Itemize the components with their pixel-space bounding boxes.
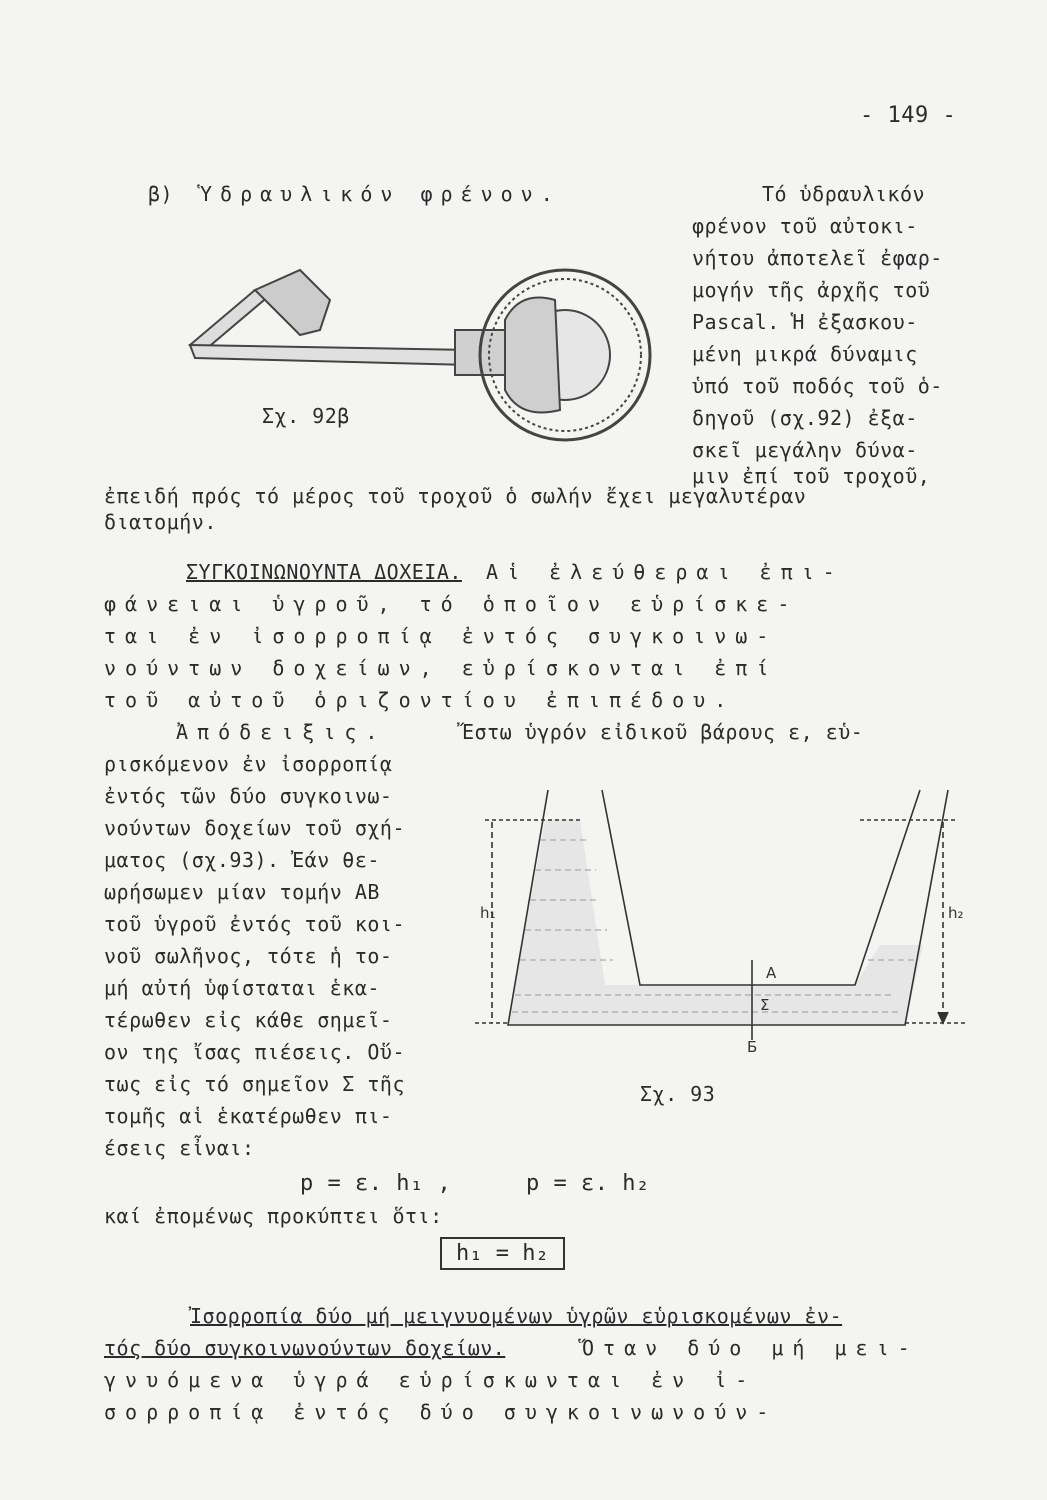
label-a: A: [766, 964, 777, 982]
section-b-full-line-1: διατομήν.: [104, 510, 217, 534]
communicating-heading: ΣΥΓΚΟΙΝΩΝΟΥΝΤΑ ΔΟΧΕΙΑ.: [186, 560, 462, 584]
section-b-line-2: νήτου ἀποτελεῖ ἐφαρ-: [692, 246, 943, 270]
proof-first-line-rest: Ἔστω ὑγρόν εἰδικοῦ βάρους ε, εὑ-: [462, 720, 864, 744]
section-b-line-8: σκεῖ μεγάλην δύνα-: [692, 438, 918, 462]
label-h2: h₂: [948, 904, 964, 922]
proof-line-6: νοῦ σωλῆνος, τότε ἡ το-: [104, 944, 393, 968]
proof-line-2: νούντων δοχείων τοῦ σχή-: [104, 816, 405, 840]
figure-92-caption: Σχ. 92β: [262, 404, 350, 428]
figure-93-caption: Σχ. 93: [640, 1082, 716, 1106]
section-b-heading: Ὑδραυλικόν φρένον.: [200, 182, 561, 206]
unmixed-line-3: γνυόμενα ὑγρά εὑρίσκωνται ἐν ἰ-: [104, 1368, 757, 1392]
communicating-line-4: τοῦ αὐτοῦ ὁριζοντίου ἐπιπέδου.: [104, 688, 736, 712]
communicating-line-1: φάνειαι ὑγροῦ, τό ὁποῖον εὑρίσκε-: [104, 592, 799, 616]
equation-2: p = ε. h₂: [526, 1171, 650, 1196]
proof-line-10: τως εἰς τό σημεῖον Σ τῆς: [104, 1072, 405, 1096]
label-h1: h₁: [480, 904, 496, 922]
communicating-line-0: Αἱ ἐλεύθεραι ἐπι-: [486, 560, 844, 584]
unmixed-line-2-rest: Ὅταν δύο μή μει-: [582, 1336, 919, 1360]
section-b-line-5: μένη μικρά δύναμις: [692, 342, 918, 366]
proof-line-7: μή αὐτή ὑφίσταται ἑκα-: [104, 976, 380, 1000]
communicating-line-2: ται ἐν ἰσορροπίᾳ ἐντός συγκοινω-: [104, 624, 778, 648]
section-b-prefix: β): [148, 182, 174, 206]
proof-line-9: ον της ἴσας πιέσεις. Οὕ-: [104, 1040, 405, 1064]
section-b-line-3: μογήν τῆς ἀρχῆς τοῦ: [692, 278, 931, 302]
section-b-line-4: Pascal. Ἡ ἐξασκου-: [692, 310, 918, 334]
section-b-line-6: ὑπό τοῦ ποδός τοῦ ὁ-: [692, 374, 943, 398]
proof-line-5: τοῦ ὑγροῦ ἐντός τοῦ κοι-: [104, 912, 405, 936]
page-number: - 149 -: [860, 103, 957, 128]
consequence-line: καί ἐπομένως προκύπτει ὅτι:: [104, 1204, 443, 1228]
label-s: Σ: [760, 996, 770, 1014]
section-b-line-1: φρένον τοῦ αὐτοκι-: [692, 214, 918, 238]
section-b-line-0: Τό ὑδραυλικόν: [762, 182, 926, 206]
section-b-full-line-0: ἐπειδή πρός τό μέρος τοῦ τροχοῦ ὁ σωλήν ἔχει μεγαλυτέραν: [104, 484, 807, 508]
section-b-line-9: μιν ἐπί τοῦ τροχοῦ,: [692, 464, 931, 488]
label-b: Б: [747, 1038, 758, 1056]
unmixed-heading-line-2: τός δύο συγκοινωνούντων δοχείων.: [104, 1336, 506, 1360]
proof-line-12: έσεις εἶναι:: [104, 1136, 255, 1160]
section-b-line-7: δηγοῦ (σχ.92) ἐξα-: [692, 406, 918, 430]
proof-line-1: ἐντός τῶν δύο συγκοινω-: [104, 784, 393, 808]
proof-line-4: ωρήσωμεν μίαν τομήν ΑΒ: [104, 880, 380, 904]
unmixed-line-4: σορροπίᾳ ἐντός δύο συγκοινωνούν-: [104, 1400, 778, 1424]
proof-line-11: τομῆς αἱ ἑκατέρωθεν πι-: [104, 1104, 393, 1128]
communicating-line-3: νούντων δοχείων, εὑρίσκονται ἐπί: [104, 656, 778, 680]
unmixed-heading-line-1: Ἰσορροπία δύο μή μειγνυομένων ὑγρῶν εὑρισκομένων ἐν-: [190, 1304, 843, 1328]
equation-1: p = ε. h₁ ,: [300, 1171, 452, 1196]
proof-line-8: τέρωθεν εἰς κάθε σημεῖ-: [104, 1008, 393, 1032]
proof-line-3: ματος (σχ.93). Ἐάν θε-: [104, 848, 380, 872]
proof-heading: Ἀπόδειξις.: [176, 720, 387, 744]
proof-line-0: ρισκόμενον ἐν ἰσορροπίᾳ: [104, 752, 393, 776]
boxed-result: h₁ = h₂: [440, 1237, 565, 1270]
